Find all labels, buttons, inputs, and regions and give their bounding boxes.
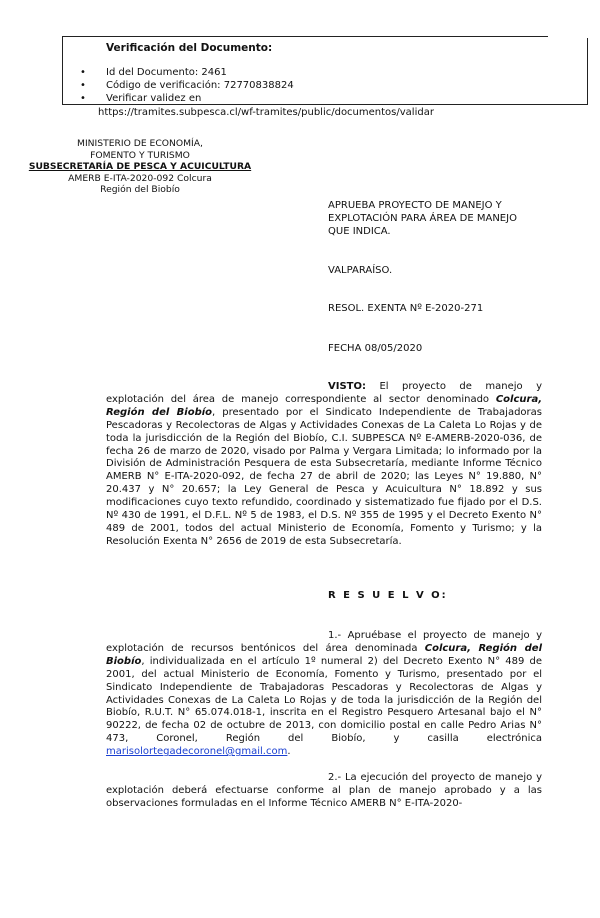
city: VALPARAÍSO. bbox=[328, 265, 393, 276]
ministry-header bbox=[0, 138, 280, 196]
resuelvo-heading: R E S U E L V O: bbox=[328, 590, 448, 601]
list-item: • Id del Documento: 2461 bbox=[80, 67, 227, 78]
bullet-icon: • bbox=[80, 80, 86, 91]
verification-list bbox=[80, 66, 294, 105]
resolution-subject: APRUEBA PROYECTO DE MANEJO Y EXPLOTACIÓN PARA ÁREA DE MANEJO QUE INDICA. bbox=[328, 200, 517, 237]
visto-paragraph: VISTO: El proyecto de manejo y explotación del área de manejo correspondiente al sector denominado Colcura, Región del Biobío, presentado por el Sindicato Independiente de Trabajadoras Pescadoras y Recolectoras de Algas y Actividades Conexas de La Caleta Lo Rojas y de toda la jurisdicción de la Región del Biobío, C.I. SUBPESCA Nº E-AMERB-2020-036, de fecha 26 de marzo de 2020, visado por Palma y Vergara Limitada; lo informado por la División de Administración Pesquera de esta Subsecretaría, mediante Informe Técnico AMERB N° E-ITA-2020-092, de fecha 27 de abril de 2020; las Leyes N° 19.880, N° 20.437 y N° 20.657; la Ley General de Pesca y Acuicultura N° 18.892 y sus modificaciones cuyo texto refundido, coordinado y sistematizado fue fijado por el D.S. Nº 430 de 1991, el D.F.L. Nº 5 de 1983, el D.S. Nº 355 de 1995 y el Decreto Exento N° 489 de 2001, todos del actual Ministerio de Economía, Fomento y Turismo; y la Resolución Exenta N° 2656 de 2019 de esta Subsecretaría. bbox=[106, 381, 542, 547]
list-item: • Código de verificación: 72770838824 bbox=[80, 80, 294, 91]
resolution-date: FECHA 08/05/2020 bbox=[328, 343, 423, 354]
ministry-line-1: MINISTERIO DE ECONOMÍA, bbox=[77, 138, 203, 149]
point-2-paragraph: 2.- La ejecución del proyecto de manejo y explotación deberá efectuarse conforme al plan de manejo aprobado y a las observaciones formuladas en el Informe Técnico AMERB N° E-ITA-2020- bbox=[106, 772, 542, 809]
verification-title: Verificación del Documento: bbox=[106, 42, 273, 54]
region-name: Región del Biobío bbox=[100, 184, 180, 195]
subsecretaria-title: SUBSECRETARÍA DE PESCA Y ACUICULTURA bbox=[28, 161, 252, 172]
point-1-paragraph: 1.- Apruébase el proyecto de manejo y explotación de recursos bentónicos del área denominada Colcura, Región del Biobío, individualizada en el artículo 1º numeral 2) del Decreto Exento N° 489 de 2001, del actual Ministerio de Economía, Fomento y Turismo, presentado por el Sindicato Independiente de Trabajadoras Pescadoras y Recolectoras de Algas y Actividades Conexas de La Caleta Lo Rojas y de toda la jurisdicción de la Región del Biobío, R.U.T. N° 65.074.018-1, inscrita en el Registro Pesquero Artesanal bajo el N° 90222, de fecha 02 de octubre de 2013, con domicilio postal en calle Pedro Arias N° 473, Coronel, Región del Biobío, y casilla electrónica marisolortegadecoronel@gmail.com. bbox=[106, 630, 542, 758]
ministry-line-2: FOMENTO Y TURISMO bbox=[90, 149, 190, 161]
reference-code: AMERB E-ITA-2020-092 Colcura bbox=[68, 172, 212, 184]
email-link[interactable]: marisolortegadecoronel@gmail.com bbox=[106, 746, 288, 758]
bullet-icon: • bbox=[80, 67, 86, 78]
list-item: • Verificar validez en bbox=[80, 93, 202, 104]
bullet-icon: • bbox=[80, 93, 86, 104]
verification-url[interactable]: https://tramites.subpesca.cl/wf-tramites/public/documentos/validar bbox=[98, 107, 434, 118]
resolution-number: RESOL. EXENTA Nº E-2020-271 bbox=[328, 303, 484, 314]
